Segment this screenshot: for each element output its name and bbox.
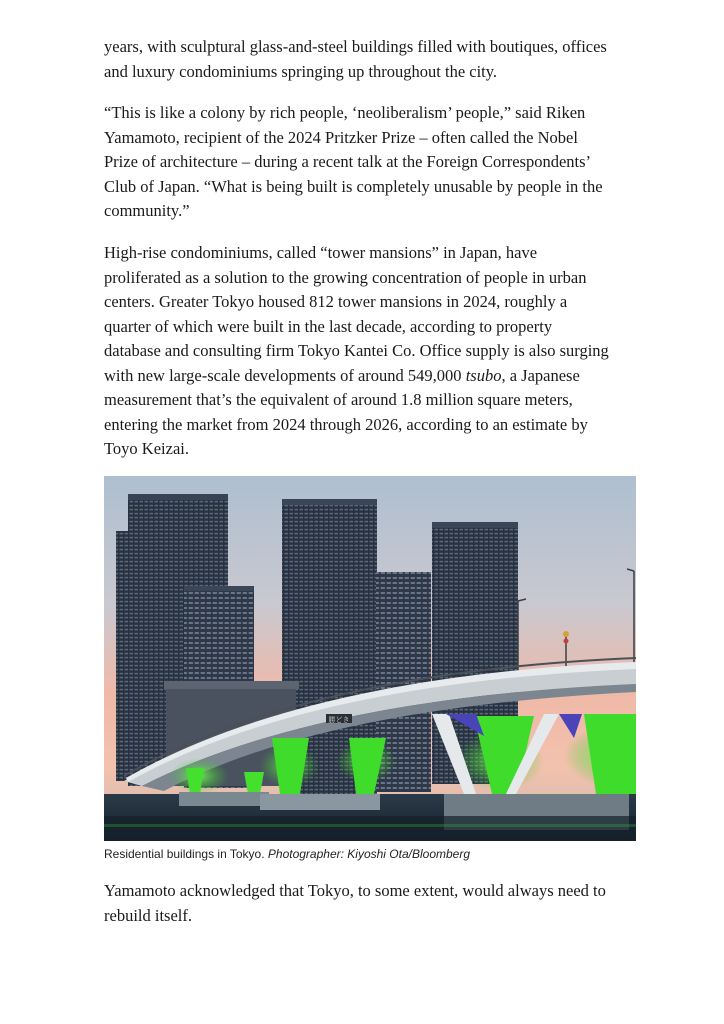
text-line: database and consulting firm Tokyo Kantei Co. Office supply is also surging	[104, 341, 609, 360]
text-run: , a Japanese	[501, 365, 580, 385]
text-run: with new large-scale developments of around 549,000	[104, 365, 466, 385]
text-line: community.”	[104, 201, 190, 220]
paragraph-3	[104, 241, 636, 462]
text-line: Club of Japan. “What is being built is completely unusable by people in the	[104, 176, 603, 196]
bridge-sign: 勝どき	[328, 716, 350, 724]
text-line: quarter of which were built in the last decade, according to property	[104, 316, 553, 336]
text-line: High-rise condominiums, called “tower mansions” in Japan, have	[104, 243, 538, 262]
text-line: Yamamoto acknowledged that Tokyo, to some extent, would always need to	[104, 881, 606, 900]
text-line: centers. Greater Tokyo housed 812 tower mansions in 2024, roughly a	[104, 292, 568, 311]
paragraph-2	[104, 101, 636, 224]
text-line: Toyo Keizai.	[104, 439, 189, 458]
text-line: measurement that’s the equivalent of around 1.8 million square meters,	[104, 390, 573, 409]
text-line: entering the market from 2024 through 2026, according to an estimate by	[104, 414, 588, 434]
text-line	[104, 364, 636, 389]
paragraph-4	[104, 879, 636, 928]
photo-caption	[104, 846, 636, 862]
photo-credit: Photographer: Kiyoshi Ota/Bloomberg	[267, 847, 471, 861]
text-line: Prize of architecture – during a recent talk at the Foreign Correspondents’	[104, 152, 592, 171]
text-line: Yamamoto, recipient of the 2024 Pritzker Prize – often called the Nobel	[104, 127, 578, 147]
text-line: and luxury condominiums springing up throughout the city.	[104, 61, 498, 81]
tokyo-bridge-photo	[104, 476, 636, 841]
article-photo	[104, 476, 636, 841]
text-line: rebuild itself.	[104, 905, 192, 925]
paragraph-1	[104, 35, 636, 84]
caption-text: Residential buildings in Tokyo.	[104, 847, 265, 861]
italic-term: tsubo	[465, 365, 502, 385]
text-line: years, with sculptural glass-and-steel buildings filled with boutiques, offices	[104, 37, 607, 56]
text-line: proliferated as a solution to the growing concentration of people in urban	[104, 267, 587, 287]
text-line: “This is like a colony by rich people, ‘neoliberalism’ people,” said Riken	[104, 103, 586, 122]
